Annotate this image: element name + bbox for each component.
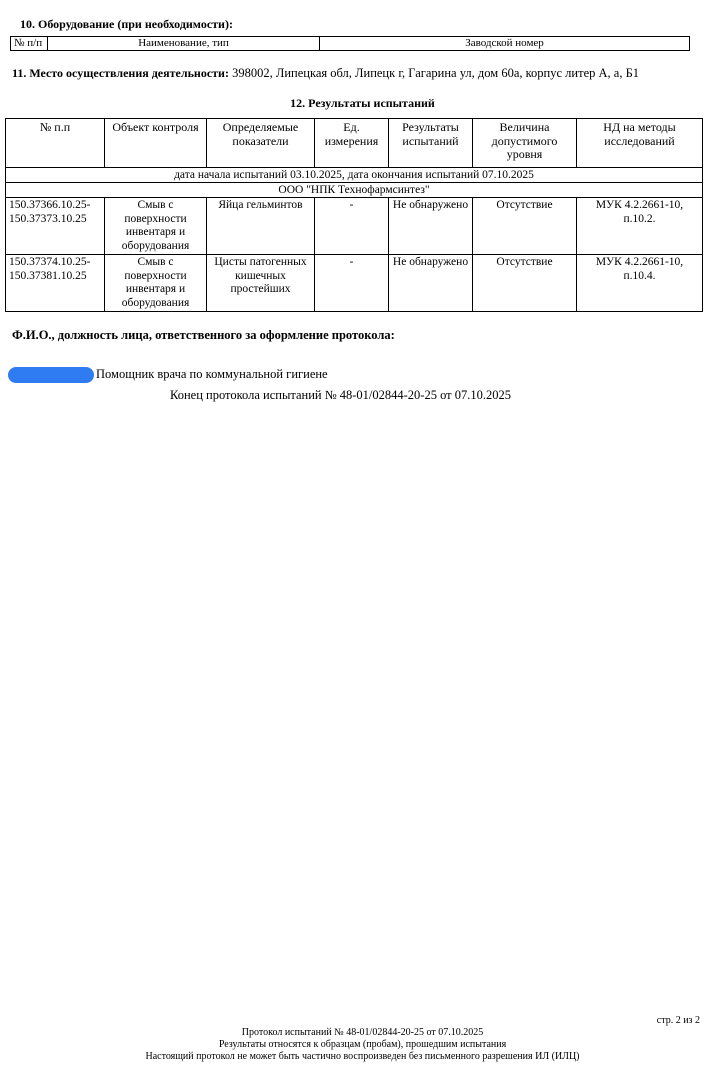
results-col-unit: Ед. измерения — [315, 119, 389, 168]
equipment-heading: 10. Оборудование (при необходимости): — [20, 17, 233, 31]
equipment-header-row — [11, 37, 690, 51]
row-result: Не обнаружено — [389, 198, 473, 255]
table-row — [6, 255, 703, 312]
page-number: стр. 2 из 2 — [656, 1015, 700, 1026]
footer-line-3: Настоящий протокол не может быть частично воспроизведен без письменного разрешения ИЛ (ИЛЦ) — [145, 1051, 580, 1062]
results-org-row: ООО "НПК Технофармсинтез" — [6, 183, 703, 198]
row-indicator: Цисты патогенных кишечных простейших — [207, 255, 315, 312]
footer-line-2: Результаты относятся к образцам (пробам), прошедшим испытания — [218, 1039, 507, 1050]
results-col-result: Результаты испытаний — [389, 119, 473, 168]
responsible-heading: Ф.И.О., должность лица, ответственного за оформление протокола: — [12, 328, 395, 342]
location-value: 398002, Липецкая обл, Липецк г, Гагарина ул, дом 60а, корпус литер А, а, Б1 — [232, 66, 639, 80]
location-line — [12, 66, 639, 81]
results-col-num: № п.п — [6, 119, 105, 168]
equipment-col-serial: Заводской номер — [320, 37, 690, 51]
row-allowed: Отсутствие — [473, 255, 577, 312]
protocol-end-text: Конец протокола испытаний № 48-01/02844-20-25 от 07.10.2025 — [170, 388, 512, 402]
row-allowed: Отсутствие — [473, 198, 577, 255]
row-method: МУК 4.2.2661-10, п.10.4. — [577, 255, 703, 312]
results-header-row — [6, 119, 703, 168]
results-col-allowed: Величина допустимого уровня — [473, 119, 577, 168]
footer-line-1: Протокол испытаний № 48-01/02844-20-25 от 07.10.2025 — [241, 1027, 484, 1038]
results-table — [5, 118, 703, 312]
equipment-table — [10, 36, 690, 51]
location-label: 11. Место осуществления деятельности: — [12, 66, 229, 80]
results-heading: 12. Результаты испытаний — [290, 96, 435, 110]
row-object: Смыв с поверхности инвентаря и оборудования — [105, 255, 207, 312]
row-result: Не обнаружено — [389, 255, 473, 312]
results-col-method: НД на методы исследований — [577, 119, 703, 168]
row-num: 150.37374.10.25-150.37381.10.25 — [6, 255, 105, 312]
row-object: Смыв с поверхности инвентаря и оборудования — [105, 198, 207, 255]
responsible-position: Помощник врача по коммунальной гигиене — [96, 367, 328, 381]
row-unit: - — [315, 255, 389, 312]
results-dates-row: дата начала испытаний 03.10.2025, дата окончания испытаний 07.10.2025 — [6, 168, 703, 183]
row-method: МУК 4.2.2661-10, п.10.2. — [577, 198, 703, 255]
equipment-col-name: Наименование, тип — [48, 37, 320, 51]
row-num: 150.37366.10.25-150.37373.10.25 — [6, 198, 105, 255]
row-unit: - — [315, 198, 389, 255]
results-col-indicator: Определяемые показатели — [207, 119, 315, 168]
table-row — [6, 198, 703, 255]
redacted-name — [8, 367, 94, 383]
results-col-object: Объект контроля — [105, 119, 207, 168]
row-indicator: Яйца гельминтов — [207, 198, 315, 255]
equipment-col-num: № п/п — [11, 37, 48, 51]
